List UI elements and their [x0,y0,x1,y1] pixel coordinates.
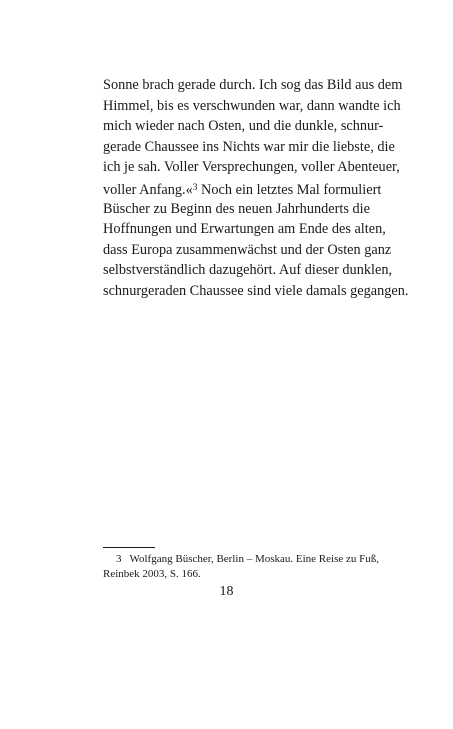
text-line: dass Europa zusammenwächst und der Osten ganz [103,241,392,258]
footnote-separator [103,547,155,548]
footnote-reference: 3 [192,182,198,193]
text-segment: voller Anfang.« [103,181,193,198]
text-line: Himmel, bis es verschwunden war, dann wandte ich [103,97,401,114]
text-line: ich je sah. Voller Versprechungen, voller Abenteuer, [103,159,400,176]
text-line: Sonne brach gerade durch. Ich sog das Bild aus dem [103,77,403,93]
text-segment: Noch ein letztes Mal formuliert [197,181,382,198]
text-line-with-footnote-ref [103,178,382,199]
footnote-line: Reinbek 2003, S. 166. [103,568,201,580]
text-line: selbstverständlich dazugehört. Auf dieser dunklen, [103,262,393,279]
text-line: Büscher zu Beginn des neuen Jahrhunderts die [103,200,370,217]
page-number: 18 [219,584,234,599]
footnote-text: Wolfgang Büscher, Berlin – Moskau. Eine Reise zu Fuß, [129,553,379,565]
footnote [103,552,379,582]
text-line: gerade Chaussee ins Nichts war mir die liebste, die [103,138,395,155]
text-line: Hoffnungen und Erwartungen am Ende des alten, [103,221,386,238]
text-line: schnurgeraden Chaussee sind viele damals gegangen. [103,282,409,299]
text-line: mich wieder nach Osten, und die dunkle, schnur- [103,118,384,135]
footnote-line [103,552,379,567]
body-paragraph [103,75,409,302]
footnote-number: 3 [116,553,122,565]
